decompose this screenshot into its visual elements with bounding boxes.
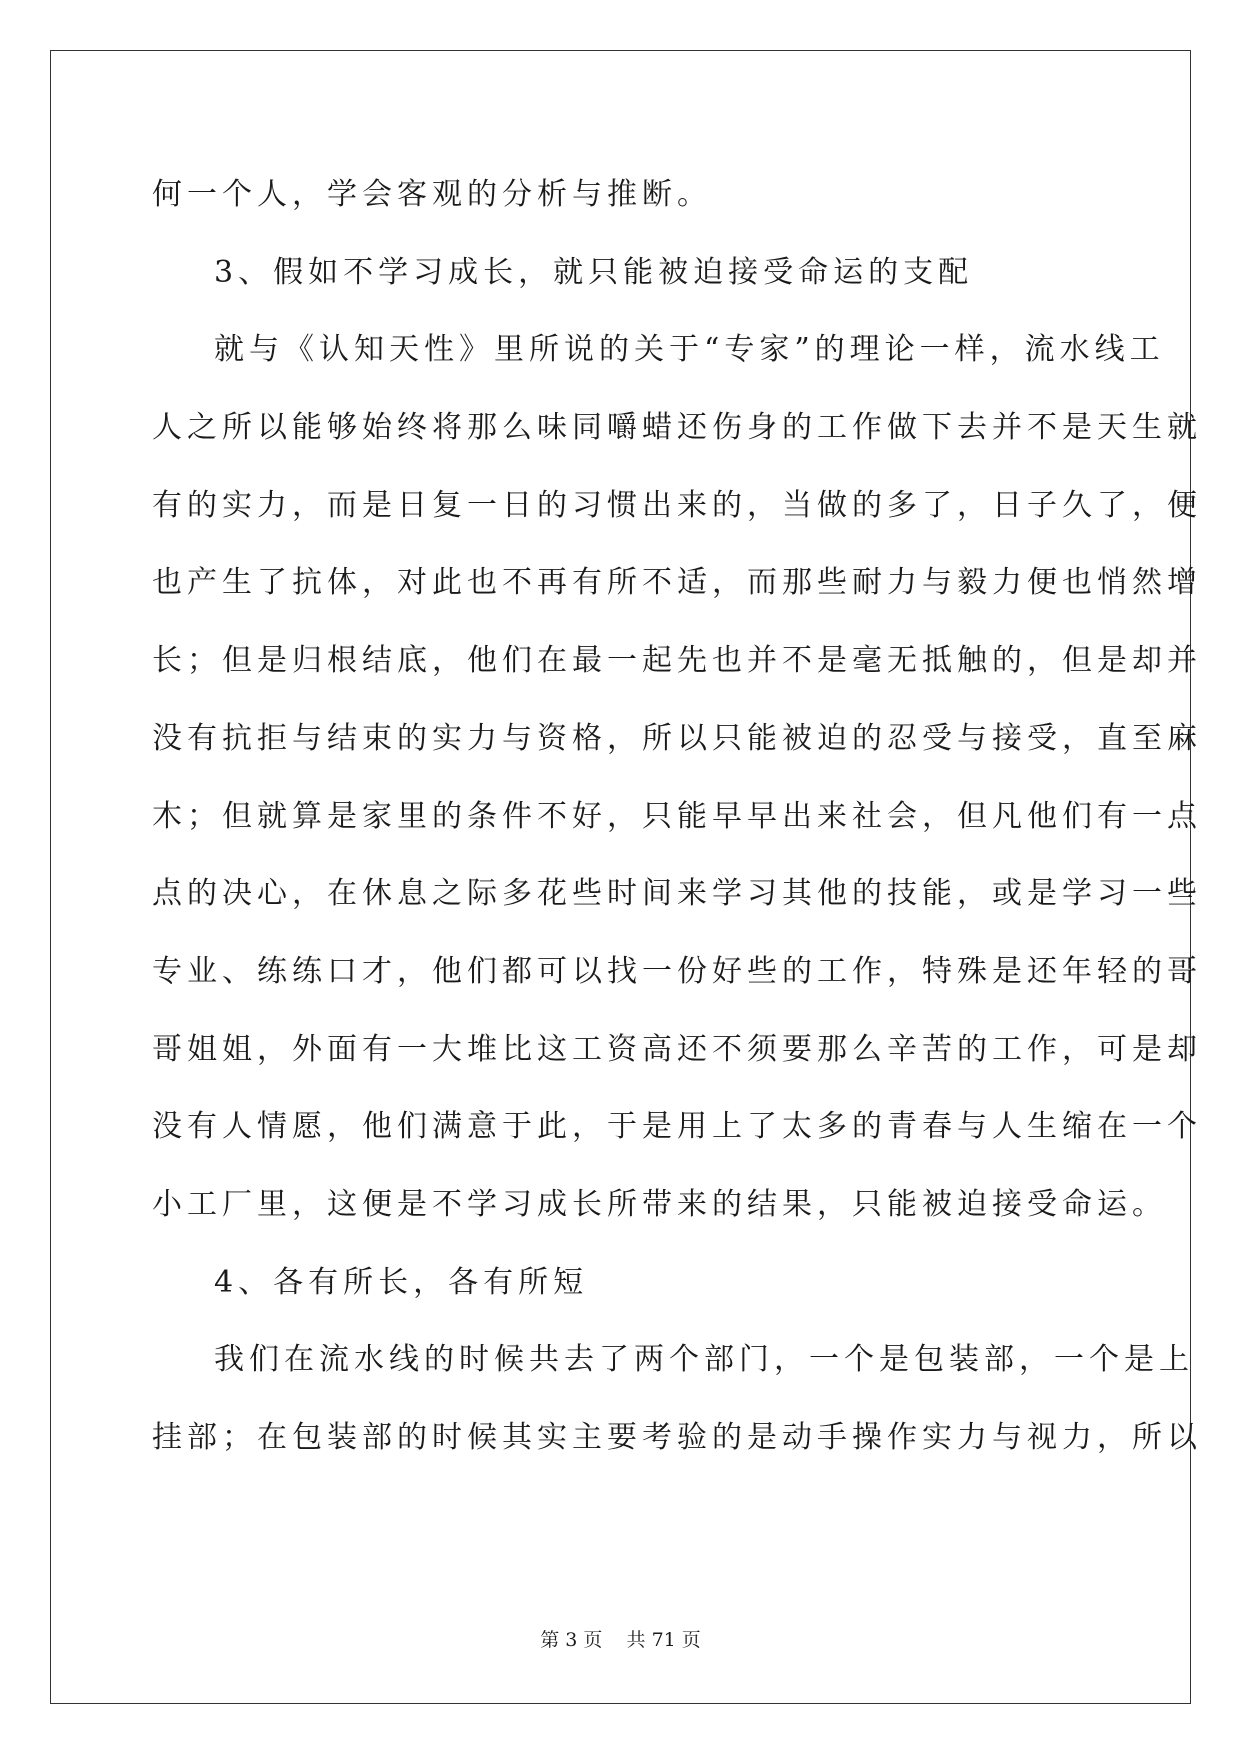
text-line: 挂部；在包装部的时候其实主要考验的是动手操作实力与视力，所以 bbox=[152, 1420, 1202, 1455]
text-line: 点的决心，在休息之际多花些时间来学习其他的技能，或是学习一些 bbox=[152, 876, 1202, 912]
text-line: 何一个人，学会客观的分析与推断。 bbox=[152, 177, 712, 212]
text-line: 没有人情愿，他们满意于此，于是用上了太多的青春与人生缩在一个 bbox=[152, 1109, 1202, 1145]
text-line: 也产生了抗体，对此也不再有所不适，而那些耐力与毅力便也悄然增 bbox=[152, 565, 1202, 601]
text-line: 就与《认知天性》里所说的关于“专家”的理论一样，流水线工 bbox=[214, 332, 1165, 368]
text-line: 没有抗拒与结束的实力与资格，所以只能被迫的忍受与接受，直至麻 bbox=[152, 720, 1202, 756]
section-heading: 3、假如不学习成长，就只能被迫接受命运的支配 bbox=[214, 254, 974, 290]
text-line: 小工厂里，这便是不学习成长所带来的结果，只能被迫接受命运。 bbox=[152, 1186, 1167, 1222]
page-number: 第 3 页 共 71 页 bbox=[540, 1629, 701, 1651]
document-body bbox=[152, 156, 1202, 1477]
text-line: 长；但是归根结底，他们在最一起先也并不是毫无抵触的，但是却并 bbox=[152, 643, 1202, 679]
text-line: 专业、练练口才，他们都可以找一份好些的工作，特殊是还年轻的哥 bbox=[152, 953, 1202, 989]
text-line: 人之所以能够始终将那么味同嚼蜡还伤身的工作做下去并不是天生就 bbox=[152, 410, 1202, 446]
section-heading: 4、各有所长，各有所短 bbox=[214, 1264, 589, 1300]
text-line: 有的实力，而是日复一日的习惯出来的，当做的多了，日子久了，便 bbox=[152, 487, 1202, 523]
text-line: 木；但就算是家里的条件不好，只能早早出来社会，但凡他们有一点 bbox=[152, 798, 1202, 834]
text-line: 哥姐姐，外面有一大堆比这工资高还不须要那么辛苦的工作，可是却 bbox=[152, 1031, 1202, 1067]
text-line: 我们在流水线的时候共去了两个部门，一个是包装部，一个是上 bbox=[214, 1342, 1194, 1378]
